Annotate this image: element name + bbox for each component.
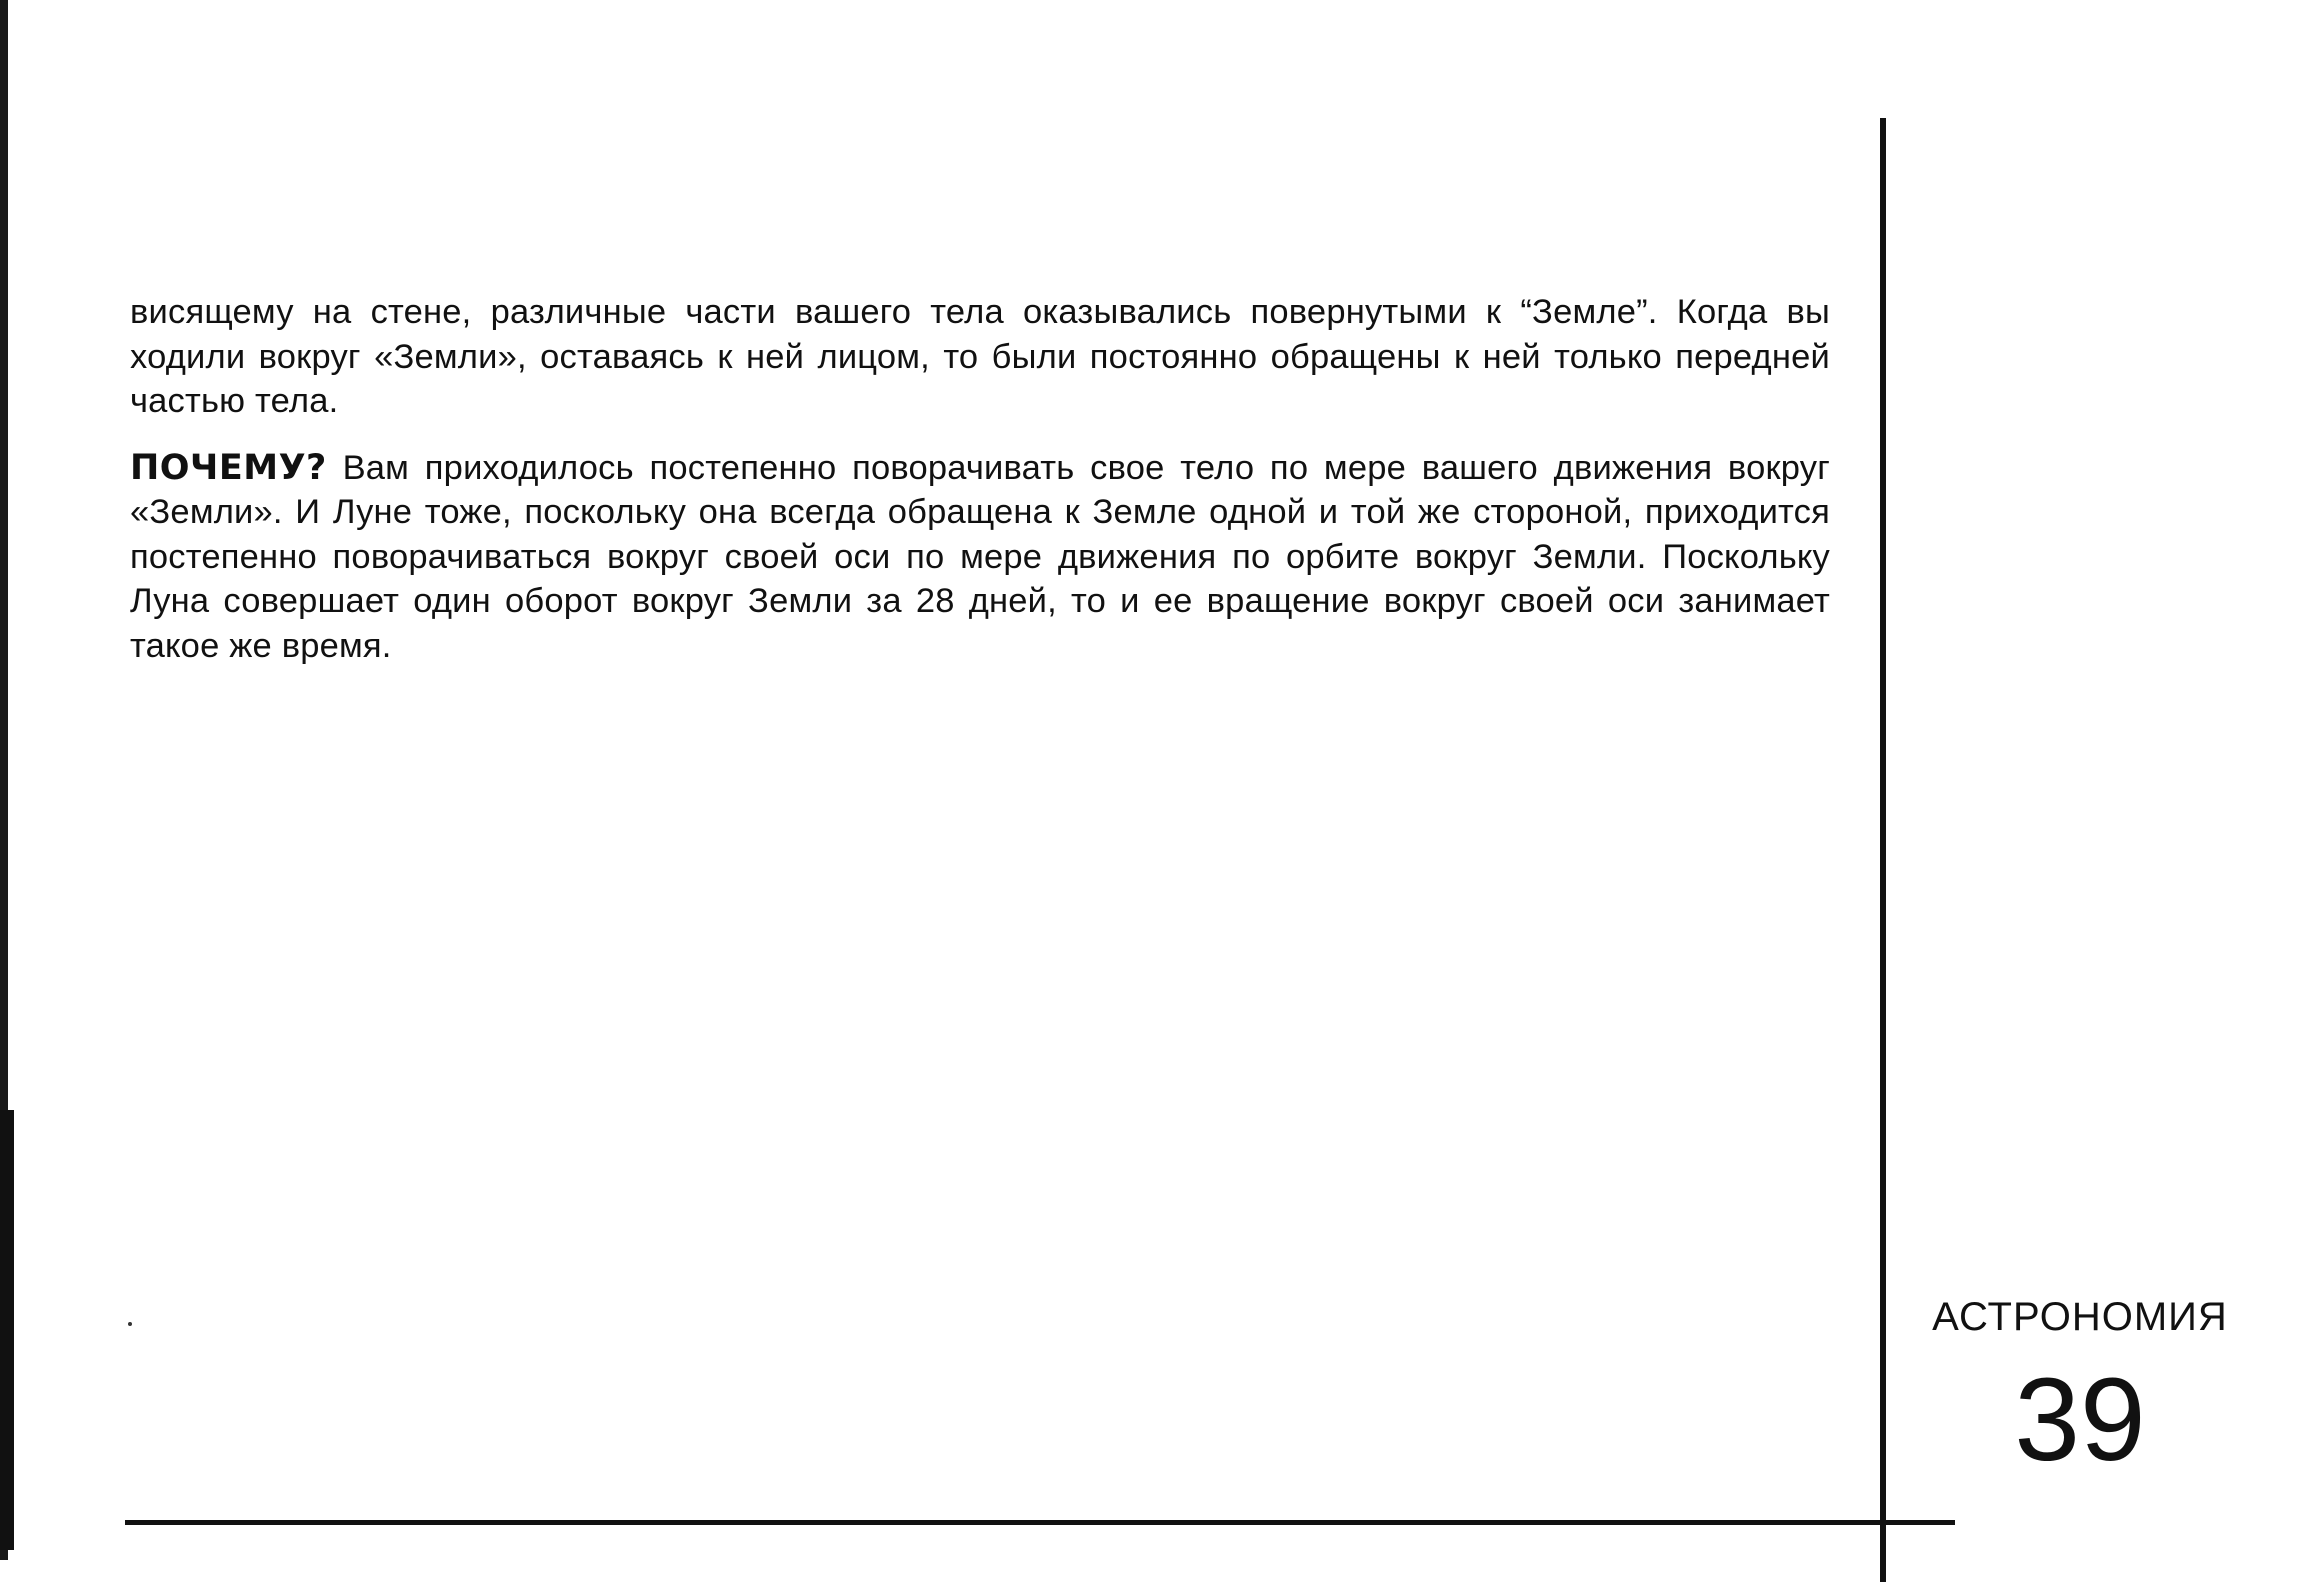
footer-rule-horizontal xyxy=(125,1520,1955,1525)
paragraph-2 xyxy=(130,446,1830,669)
page-number: 39 xyxy=(2014,1354,2146,1486)
paragraph-1: висящему на стене, различные части вашего тела оказывались повернутыми к “Земле”. Когда вы ходили вокруг «Земли», оставаясь к ней лицом, то были постоянно обращены к ней только передней частью тела. xyxy=(130,293,1830,420)
body-text xyxy=(130,290,1830,690)
section-label: АСТРОНОМИЯ xyxy=(1932,1295,2228,1339)
margin-rule-vertical xyxy=(1880,118,1886,1582)
scan-speck xyxy=(128,1322,132,1326)
binding-shadow xyxy=(0,1110,14,1550)
paragraph-2-text: Вам приходилось постепенно поворачивать свое тело по мере вашего движения вокруг «Земли». И Луне тоже, поскольку она всегда обращена к Земле одной и той же стороной, приходится постепенно поворачиваться вокруг своей оси по мере движения по орбите вокруг Земли. Поскольку Луна совершает один оборот вокруг Земли за 28 дней, то и ее вращение вокруг своей оси занимает такое же время. xyxy=(130,448,1830,665)
paragraph-lead: ПОЧЕМУ? xyxy=(130,447,327,488)
